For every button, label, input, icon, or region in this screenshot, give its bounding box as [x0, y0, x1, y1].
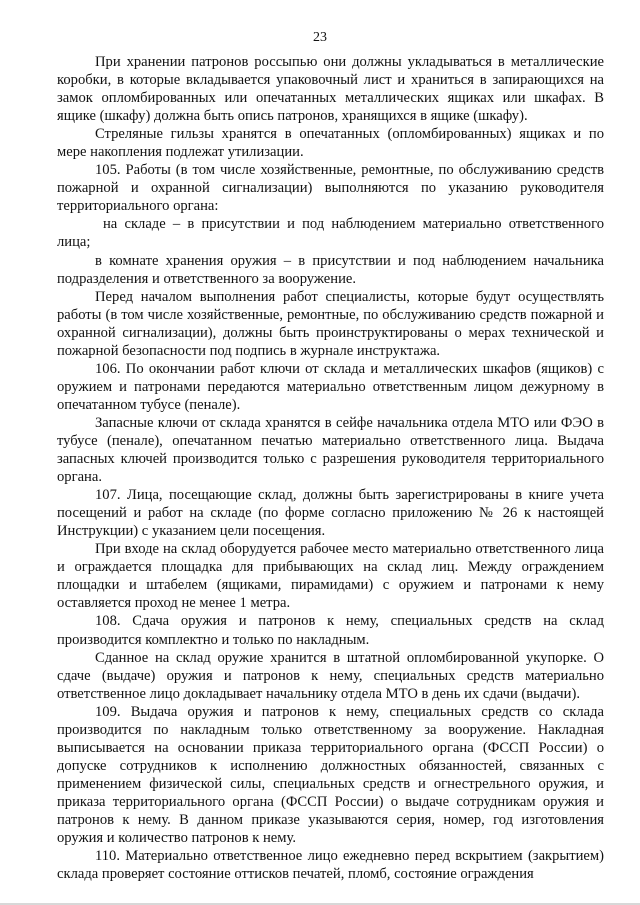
paragraph-109: 109. Выдача оружия и патронов к нему, специальных средств со склада производится по накладным только ответственному за вооружение. Накладная выписывается на основании приказа территориального органа (ФССП России) о допуске сотрудников к исполнению должностных обязанностей, связанных с применением физической силы, специальных средств и огнестрельного оружия, и приказа территориального органа (ФССП России) о выдаче сотрудникам оружия и патронов к нему. В данном приказе указываются серия, номер, год изготовления оружия и количество патронов к нему.: [57, 703, 604, 847]
paragraph-spare-keys: Запасные ключи от склада хранятся в сейфе начальника отдела МТО или ФЭО в тубусе (пенале), опечатанном печатью материально ответственного лица. Выдача запасных ключей производится только с разрешения руководителя территориального органа.: [57, 414, 604, 486]
paragraph-106: 106. По окончании работ ключи от склада и металлических шкафов (ящиков) с оружием и патронами передаются материально ответственным лицом дежурному в опечатанном тубусе (пенале).: [57, 360, 604, 413]
paragraph-105: 105. Работы (в том числе хозяйственные, ремонтные, по обслуживанию средств пожарной и охранной сигнализации) выполняются по указанию руководителя территориального органа:: [57, 162, 604, 215]
paragraph-110: 110. Материально ответственное лицо ежедневно перед вскрытием (закрытием) склада проверяет состояние оттисков печатей, пломб, состояние ограждения: [57, 848, 604, 883]
paragraph-entrance-area: При входе на склад оборудуется рабочее место материально ответственного лица и ограждается площадка для прибывающих на склад лиц. Между ограждением площадки и штабелем (ящиками, пирамидами) с оружием и патронами к нему оставляется проход не менее 1 метра.: [57, 541, 604, 612]
paragraph-108: 108. Сдача оружия и патронов к нему, специальных средств на склад производится комплектно и только по накладным.: [57, 613, 604, 648]
paragraph-weapons-room-presence: в комнате хранения оружия – в присутствии и под наблюдением начальника подразделения и ответственного за вооружение.: [57, 252, 604, 287]
paragraph-warehouse-presence: на складе – в присутствии и под наблюдением материально ответственного лица;: [57, 216, 604, 251]
page-number: 23: [313, 30, 327, 45]
paragraph-specialists-briefing: Перед началом выполнения работ специалисты, которые будут осуществлять работы (в том числе хозяйственные, ремонтные, по обслуживанию средств пожарной и охранной сигнализации), должны быть проинструктированы о мерах технической и пожарной безопасности под подпись в журнале инструктажа.: [57, 288, 604, 359]
paragraph-spent-casings: Стреляные гильзы хранятся в опечатанных (опломбированных) ящиках и по мере накопления подлежат утилизации.: [57, 126, 604, 161]
paragraph-cartridge-storage: При хранении патронов россыпью они должны укладываться в металлические коробки, в которые вкладывается упаковочный лист и храниться в запирающихся на замок опломбированных или опечатанных металлических ящиках или шкафах. В ящике (шкафу) должна быть опись патронов, хранящихся в ящике (шкафу).: [57, 54, 604, 125]
document-body: [57, 53, 604, 883]
paragraph-107: 107. Лица, посещающие склад, должны быть зарегистрированы в книге учета посещений и работ на складе (по форме согласно приложению № 26 к настоящей Инструкции) с указанием цели посещения.: [57, 487, 604, 540]
paragraph-stored-weapons: Сданное на склад оружие хранится в штатной опломбированной укупорке. О сдаче (выдаче) оружия и патронов к нему, специальных средств материально ответственное лицо докладывает начальнику отдела МТО в день их сдачи (выдачи).: [57, 649, 604, 702]
